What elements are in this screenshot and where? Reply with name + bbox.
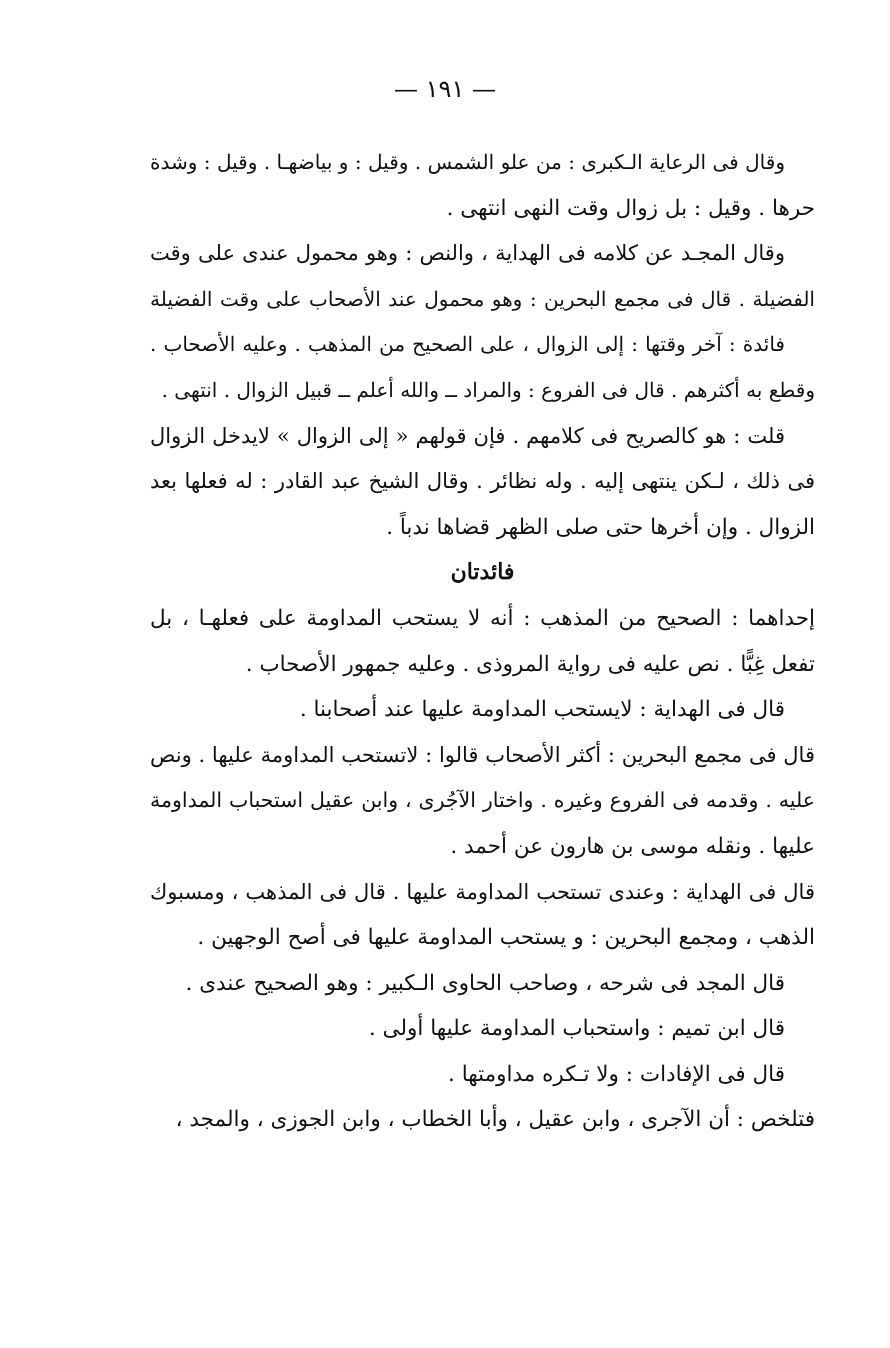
text-line: حرها . وقيل : بل زوال وقت النهى انتهى . bbox=[446, 195, 815, 221]
text-line: فى ذلك ، لـكن ينتهى إليه . وله نظائر . وقال الشيخ عبد القادر : له فعلها بعد bbox=[150, 469, 815, 494]
text-line: قال فى مجمع البحرين : أكثر الأصحاب قالوا : لاتستحب المداومة عليها . ونص bbox=[150, 742, 815, 767]
text-line: الفضيلة . قال فى مجمع البحرين : وهو محمول عند الأصحاب على وقت الفضيلة bbox=[150, 286, 815, 311]
text-line: وقطع به أكثرهم . قال فى الفروع : والمراد ــ والله أعلم ــ قبيل الزوال . انتهى . bbox=[161, 377, 815, 402]
text-line: قال فى الهداية : وعندى تستحب المداومة عليها . قال فى المذهب ، ومسبوك bbox=[150, 879, 815, 904]
text-line: قلت : هو كالصريح فى كلامهم . فإن قولهم « إلى الزوال » لايدخل الزوال bbox=[150, 423, 785, 448]
text-line: قال فى الإفادات : ولا تـكره مداومتها . bbox=[448, 1061, 785, 1087]
text-line: إحداهما : الصحيح من المذهب : أنه لا يستحب المداومة على فعلهـا ، بل bbox=[150, 605, 815, 631]
text-line: وقال المجـد عن كلامه فى الهداية ، والنص : وهو محمول عندى على وقت bbox=[150, 241, 785, 266]
page-number: — ١٩١ — bbox=[394, 75, 496, 103]
text-line: عليها . ونقله موسى بن هارون عن أحمد . bbox=[450, 833, 815, 859]
text-line: الذهب ، ومجمع البحرين : و يستحب المداومة عليها فى أصح الوجهين . bbox=[197, 925, 815, 951]
text-line: تفعل غِبًّا . نص عليه فى رواية المروذى . وعليه جمهور الأصحاب . bbox=[245, 651, 815, 677]
section-heading: فائدتان bbox=[450, 559, 515, 586]
text-line: فائدة : آخر وقتها : إلى الزوال ، على الصحيح من المذهب . وعليه الأصحاب . bbox=[150, 332, 785, 357]
text-line: عليه . وقدمه فى الفروع وغيره . واختار الآجُرى ، وابن عقيل استحباب المداومة bbox=[150, 788, 815, 813]
body-text bbox=[150, 140, 815, 1143]
text-line: فتلخص : أن الآجرى ، وابن عقيل ، وأبا الخطاب ، وابن الجوزى ، والمجد ، bbox=[175, 1107, 815, 1133]
text-line: الزوال . وإن أخرها حتى صلى الظهر قضاها ندباً . bbox=[386, 514, 815, 540]
text-line: وقال فى الرعاية الـكبرى : من علو الشمس . وقيل : و بياضهـا . وقيل : وشدة bbox=[150, 150, 785, 174]
text-line: قال فى الهداية : لايستحب المداومة عليها عند أصحابنا . bbox=[299, 697, 785, 723]
text-line: قال ابن تميم : واستحباب المداومة عليها أولى . bbox=[368, 1016, 785, 1042]
text-line: قال المجد فى شرحه ، وصاحب الحاوى الـكبير : وهو الصحيح عندى . bbox=[185, 970, 785, 996]
